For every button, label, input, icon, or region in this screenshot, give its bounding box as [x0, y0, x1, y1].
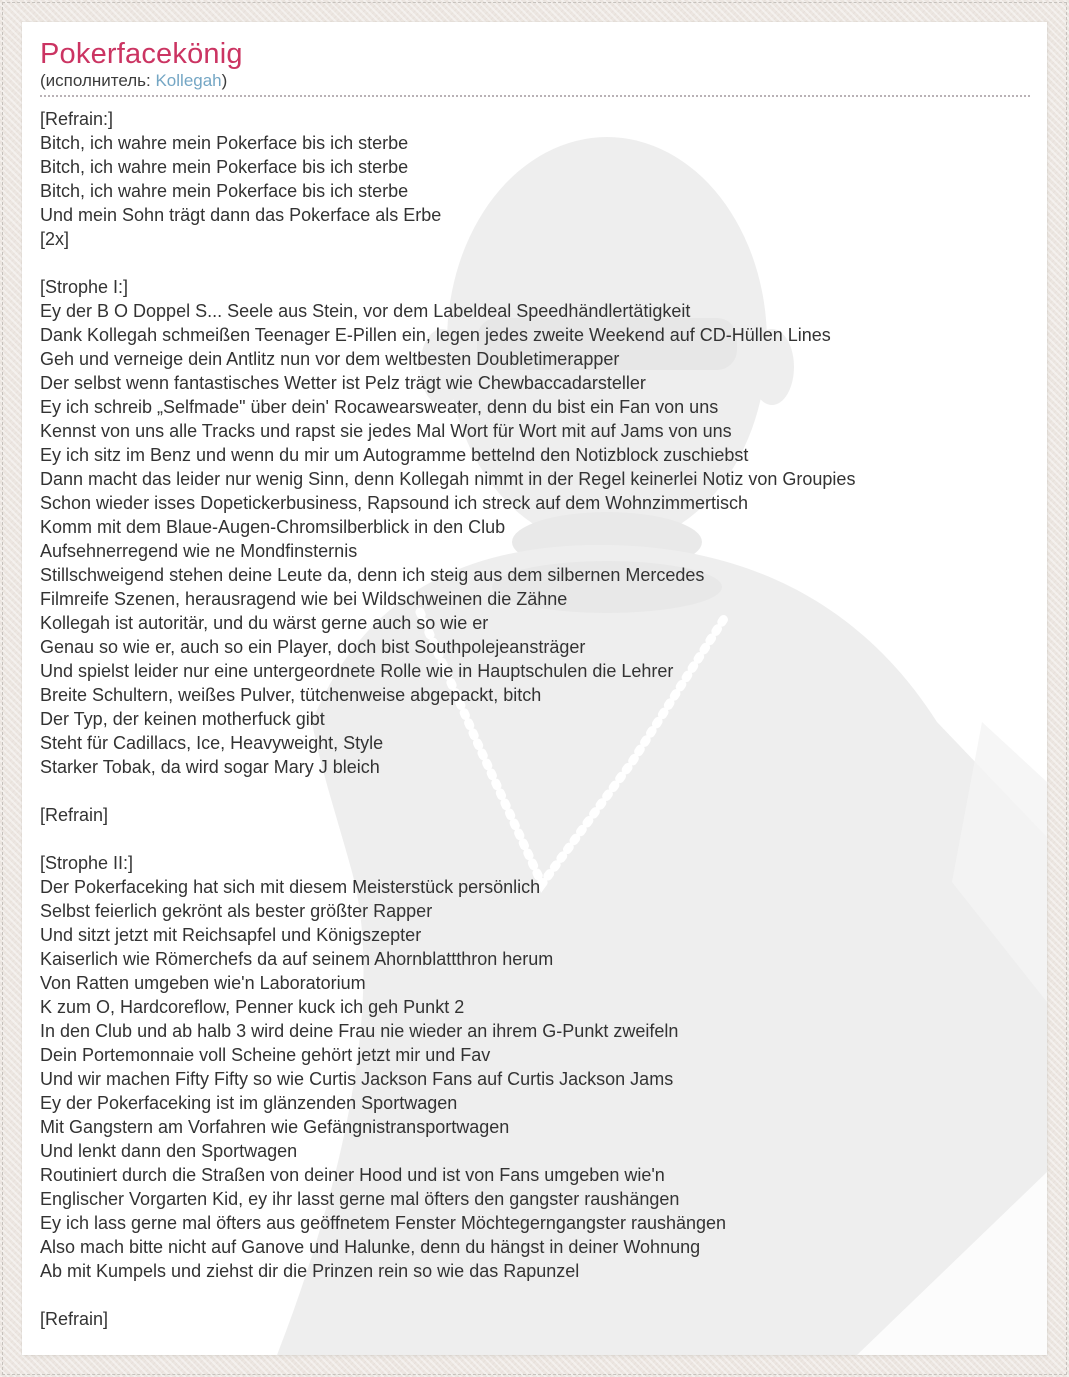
lyrics-line: [Strophe I:]	[40, 277, 129, 297]
lyrics-line: In den Club und ab halb 3 wird deine Frau nie wieder an ihrem G-Punkt zweifeln	[40, 1021, 679, 1041]
lyrics-line: Breite Schultern, weißes Pulver, tütchenweise abgepackt, bitch	[40, 685, 542, 705]
lyrics-line: [Strophe II:]	[40, 853, 134, 873]
lyrics-line: Dann macht das leider nur wenig Sinn, denn Kollegah nimmt in der Regel keinerlei Notiz von Groupies	[40, 469, 856, 489]
lyrics-line: Bitch, ich wahre mein Pokerface bis ich sterbe	[40, 181, 409, 201]
lyrics-line: Und mein Sohn trägt dann das Pokerface als Erbe	[40, 205, 442, 225]
lyrics-line: Stillschweigend stehen deine Leute da, denn ich steig aus dem silbernen Mercedes	[40, 565, 705, 585]
lyrics-line: Der selbst wenn fantastisches Wetter ist Pelz trägt wie Chewbaccadarsteller	[40, 373, 646, 393]
lyrics-line: Routiniert durch die Straßen von deiner Hood und ist von Fans umgeben wie'n	[40, 1165, 665, 1185]
lyrics-line: Ey der B O Doppel S... Seele aus Stein, vor dem Labeldeal Speedhändlertätigkeit	[40, 301, 691, 321]
lyrics-line	[40, 827, 1047, 851]
artist-link[interactable]: Kollegah	[155, 71, 222, 90]
lyrics-line: Aufsehnerregend wie ne Mondfinsternis	[40, 541, 358, 561]
content-card	[22, 22, 1047, 1355]
lyrics-line: Steht für Cadillacs, Ice, Heavyweight, Style	[40, 733, 384, 753]
lyrics-line: Kennst von uns alle Tracks und rapst sie jedes Mal Wort für Wort mit auf Jams von uns	[40, 421, 732, 441]
lyrics-line	[40, 779, 1047, 803]
page-inner	[22, 22, 1047, 1331]
lyrics-line: Filmreife Szenen, herausragend wie bei Wildschweinen die Zähne	[40, 589, 568, 609]
lyrics-line: Geh und verneige dein Antlitz nun vor dem weltbesten Doubletimerapper	[40, 349, 620, 369]
song-title: Pokerfacekönig	[40, 38, 243, 70]
lyrics-line: Ey der Pokerfaceking ist im glänzenden Sportwagen	[40, 1093, 458, 1113]
lyrics-line: Schon wieder isses Dopetickerbusiness, Rapsound ich streck auf dem Wohnzimmertisch	[40, 493, 748, 513]
lyrics-line: Bitch, ich wahre mein Pokerface bis ich sterbe	[40, 133, 409, 153]
lyrics-line: Und lenkt dann den Sportwagen	[40, 1141, 298, 1161]
lyrics-line: Ey ich schreib „Selfmade" über dein' Rocawearsweater, denn du bist ein Fan von uns	[40, 397, 719, 417]
lyrics-line: Bitch, ich wahre mein Pokerface bis ich sterbe	[40, 157, 409, 177]
lyrics-line	[40, 1283, 1047, 1307]
lyrics-line: Und wir machen Fifty Fifty so wie Curtis Jackson Fans auf Curtis Jackson Jams	[40, 1069, 674, 1089]
lyrics-line: K zum O, Hardcoreflow, Penner kuck ich geh Punkt 2	[40, 997, 465, 1017]
lyrics-line: [Refrain:]	[40, 109, 114, 129]
lyrics-line: Ab mit Kumpels und ziehst dir die Prinzen rein so wie das Rapunzel	[40, 1261, 580, 1281]
lyrics-line: Der Typ, der keinen motherfuck gibt	[40, 709, 325, 729]
lyrics-line: [Refrain]	[40, 805, 109, 825]
artist-label-suffix: )	[221, 71, 228, 90]
lyrics-line: [Refrain]	[40, 1309, 109, 1329]
lyrics-line: Komm mit dem Blaue-Augen-Chromsilberblick in den Club	[40, 517, 506, 537]
artist-line	[40, 71, 1047, 90]
lyrics-line	[40, 251, 1047, 275]
lyrics-line: Von Ratten umgeben wie'n Laboratorium	[40, 973, 366, 993]
lyrics-line: Kaiserlich wie Römerchefs da auf seinem Ahornblattthron herum	[40, 949, 554, 969]
lyrics-line: Selbst feierlich gekrönt als bester größter Rapper	[40, 901, 433, 921]
lyrics-line: Mit Gangstern am Vorfahren wie Gefängnistransportwagen	[40, 1117, 510, 1137]
lyrics-line: Also mach bitte nicht auf Ganove und Halunke, denn du hängst in deiner Wohnung	[40, 1237, 701, 1257]
lyrics-line: Und sitzt jetzt mit Reichsapfel und Königszepter	[40, 925, 422, 945]
lyrics-line: Ey ich sitz im Benz und wenn du mir um Autogramme bettelnd den Notizblock zuschiebst	[40, 445, 749, 465]
lyrics-line: Englischer Vorgarten Kid, ey ihr lasst gerne mal öfters den gangster raushängen	[40, 1189, 680, 1209]
lyrics-line: Ey ich lass gerne mal öfters aus geöffnetem Fenster Möchtegerngangster raushängen	[40, 1213, 727, 1233]
lyrics-line: Kollegah ist autoritär, und du wärst gerne auch so wie er	[40, 613, 489, 633]
artist-label-prefix: (исполнитель:	[40, 71, 156, 90]
lyrics-block	[40, 107, 1047, 1331]
lyrics-line: Starker Tobak, da wird sogar Mary J bleich	[40, 757, 380, 777]
dotted-separator	[40, 95, 1030, 97]
lyrics-line: [2x]	[40, 229, 70, 249]
lyrics-line: Dank Kollegah schmeißen Teenager E-Pillen ein, legen jedes zweite Weekend auf CD-Hüllen Lines	[40, 325, 831, 345]
lyrics-line: Dein Portemonnaie voll Scheine gehört jetzt mir und Fav	[40, 1045, 491, 1065]
lyrics-line: Der Pokerfaceking hat sich mit diesem Meisterstück persönlich	[40, 877, 541, 897]
lyrics-line: Genau so wie er, auch so ein Player, doch bist Southpolejeansträger	[40, 637, 586, 657]
lyrics-line: Und spielst leider nur eine untergeordnete Rolle wie in Hauptschulen die Lehrer	[40, 661, 674, 681]
